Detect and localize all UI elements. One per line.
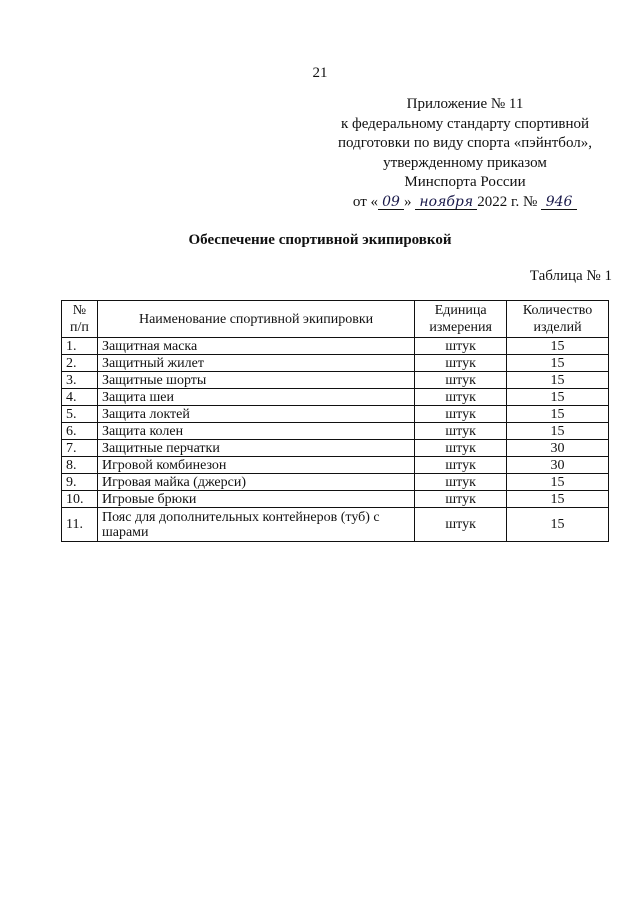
header-unit: Единица измерения: [415, 301, 507, 338]
row-qty: 15: [507, 389, 609, 406]
row-name: Защитные шорты: [97, 372, 414, 389]
table-row: [62, 406, 609, 423]
appendix-date-line: [300, 193, 630, 213]
appendix-line-3: подготовки по виду спорта «пэйнтбол»,: [338, 135, 592, 151]
table-row: [62, 338, 609, 355]
equipment-table: [61, 300, 609, 542]
row-name: Игровой комбинезон: [97, 457, 414, 474]
table-row: [62, 372, 609, 389]
appendix-line-1: Приложение № 11: [406, 96, 524, 112]
row-unit: штук: [415, 338, 507, 355]
row-num: 10.: [62, 491, 98, 508]
date-mid: »: [404, 193, 412, 210]
order-number-handwritten: 946: [541, 195, 577, 210]
table-caption: Таблица № 1: [529, 268, 612, 284]
table-header-row: [62, 301, 609, 338]
row-num: 7.: [62, 440, 98, 457]
table-row: [62, 389, 609, 406]
table-row: [62, 457, 609, 474]
date-month-handwritten: ноября: [415, 195, 477, 210]
row-qty: 15: [507, 355, 609, 372]
row-num: 1.: [62, 338, 98, 355]
row-num: 2.: [62, 355, 98, 372]
date-prefix: от «: [352, 193, 379, 210]
row-name: Игровая майка (джерси): [97, 474, 414, 491]
row-num: 6.: [62, 423, 98, 440]
row-num: 8.: [62, 457, 98, 474]
document-title: Обеспечение спортивной экипировкой: [188, 232, 452, 248]
row-name: Игровые брюки: [97, 491, 414, 508]
row-name: Пояс для дополнительных контейнеров (туб) с шарами: [97, 508, 414, 542]
table-row: [62, 355, 609, 372]
row-name: Защита колен: [97, 423, 414, 440]
appendix-line-4: утвержденному приказом: [383, 154, 547, 171]
row-name: Защита локтей: [97, 406, 414, 423]
row-qty: 15: [507, 491, 609, 508]
row-unit: штук: [415, 423, 507, 440]
row-qty: 30: [507, 440, 609, 457]
row-unit: штук: [415, 474, 507, 491]
row-name: Защитный жилет: [97, 355, 414, 372]
header-qty: Количество изделий: [507, 301, 609, 338]
row-qty: 15: [507, 406, 609, 423]
date-day-handwritten: 09: [378, 195, 404, 210]
row-name: Защитная маска: [97, 338, 414, 355]
row-unit: штук: [415, 372, 507, 389]
row-name: Защита шеи: [97, 389, 414, 406]
row-qty: 15: [507, 372, 609, 389]
row-unit: штук: [415, 491, 507, 508]
row-num: 3.: [62, 372, 98, 389]
table-row: [62, 491, 609, 508]
appendix-line-5: Минспорта России: [404, 174, 526, 190]
table-row: [62, 508, 609, 542]
row-qty: 15: [507, 338, 609, 355]
row-qty: 15: [507, 508, 609, 542]
header-name: Наименование спортивной экипировки: [97, 301, 414, 338]
row-unit: штук: [415, 508, 507, 542]
row-qty: 15: [507, 474, 609, 491]
appendix-line-2: к федеральному стандарту спортивной: [340, 115, 590, 132]
page-number: 21: [312, 65, 328, 81]
header-num: № п/п: [62, 301, 98, 338]
row-num: 9.: [62, 474, 98, 491]
row-unit: штук: [415, 457, 507, 474]
table-row: [62, 474, 609, 491]
table-row: [62, 440, 609, 457]
row-qty: 15: [507, 423, 609, 440]
appendix-header: [300, 95, 630, 212]
table-row: [62, 423, 609, 440]
row-unit: штук: [415, 406, 507, 423]
date-year-suffix: 2022 г. №: [477, 193, 538, 210]
row-qty: 30: [507, 457, 609, 474]
row-num: 5.: [62, 406, 98, 423]
row-unit: штук: [415, 355, 507, 372]
row-unit: штук: [415, 389, 507, 406]
row-num: 11.: [62, 508, 98, 542]
row-name: Защитные перчатки: [97, 440, 414, 457]
row-unit: штук: [415, 440, 507, 457]
row-num: 4.: [62, 389, 98, 406]
